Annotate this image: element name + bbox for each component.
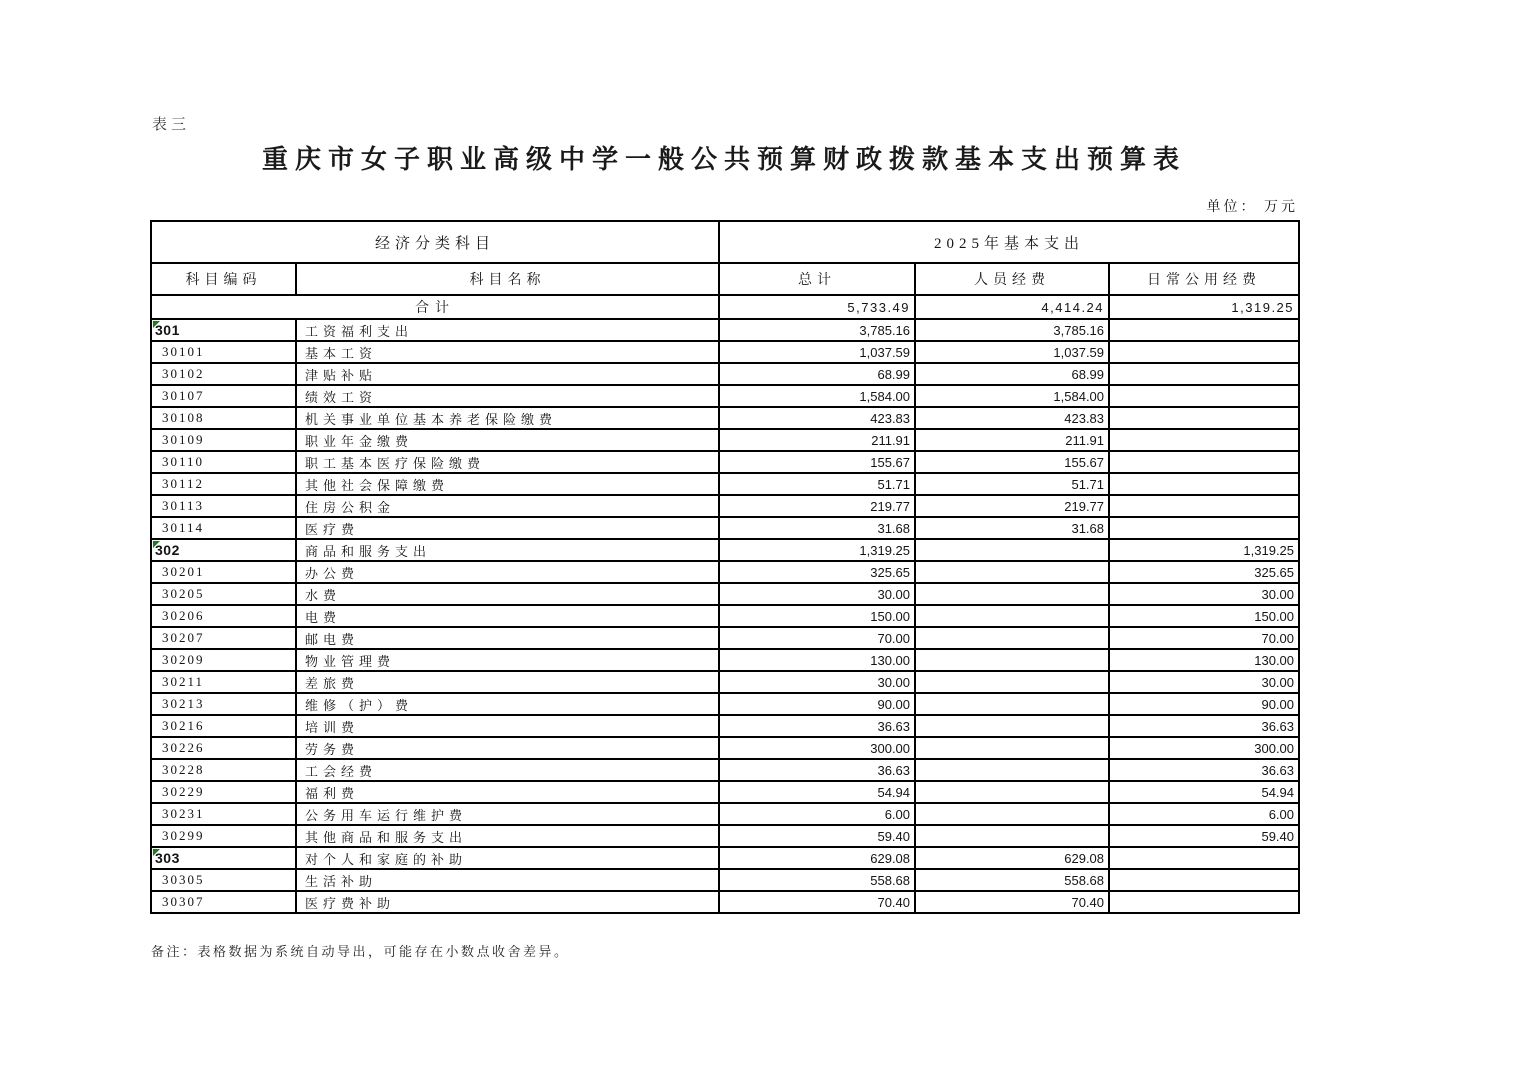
table-body: [151, 319, 1299, 913]
table-row: [151, 715, 1299, 737]
total-value-cell: 68.99: [719, 363, 915, 385]
excel-corner-marker-icon: [153, 849, 160, 856]
daily-public-funds-value-cell: [1109, 869, 1299, 891]
total-value-cell: 30.00: [719, 671, 915, 693]
table-row: [151, 341, 1299, 363]
subject-name-cell: 医疗费: [296, 517, 719, 539]
subject-name-cell: 劳务费: [296, 737, 719, 759]
table-row: [151, 825, 1299, 847]
grand-total-row: [151, 295, 1299, 319]
subject-name-cell: 职业年金缴费: [296, 429, 719, 451]
daily-public-funds-value-cell: 150.00: [1109, 605, 1299, 627]
personnel-funds-value-cell: [915, 671, 1109, 693]
table-row: [151, 319, 1299, 341]
table-row: [151, 561, 1299, 583]
table-row: [151, 605, 1299, 627]
daily-public-funds-value-cell: 325.65: [1109, 561, 1299, 583]
daily-public-funds-value-cell: 30.00: [1109, 671, 1299, 693]
total-value-cell: 51.71: [719, 473, 915, 495]
personnel-funds-value-cell: [915, 781, 1109, 803]
subject-code-cell: 30207: [151, 627, 296, 649]
header-economic-classification: 经济分类科目: [151, 221, 719, 263]
subject-code-cell: 30211: [151, 671, 296, 693]
daily-public-funds-value-cell: [1109, 495, 1299, 517]
daily-public-funds-value-cell: 36.63: [1109, 759, 1299, 781]
subject-code-cell: 30213: [151, 693, 296, 715]
subject-name-cell: 医疗费补助: [296, 891, 719, 913]
personnel-funds-value-cell: [915, 803, 1109, 825]
daily-public-funds-value-cell: [1109, 429, 1299, 451]
table-row: [151, 781, 1299, 803]
page-title: 重庆市女子职业高级中学一般公共预算财政拨款基本支出预算表: [261, 145, 1186, 174]
personnel-funds-value-cell: 3,785.16: [915, 319, 1109, 341]
col-header-total: 总计: [719, 263, 915, 295]
daily-public-funds-value-cell: [1109, 319, 1299, 341]
personnel-funds-value-cell: 155.67: [915, 451, 1109, 473]
header-columns-row: [151, 263, 1299, 295]
grand-total-personnel: 4,414.24: [915, 295, 1109, 319]
daily-public-funds-value-cell: 59.40: [1109, 825, 1299, 847]
subject-name-cell: 培训费: [296, 715, 719, 737]
table-row: [151, 385, 1299, 407]
table-row: [151, 671, 1299, 693]
total-value-cell: 150.00: [719, 605, 915, 627]
personnel-funds-value-cell: 51.71: [915, 473, 1109, 495]
header-group-row: [151, 221, 1299, 263]
daily-public-funds-value-cell: 90.00: [1109, 693, 1299, 715]
subject-code-cell: 30229: [151, 781, 296, 803]
daily-public-funds-value-cell: 54.94: [1109, 781, 1299, 803]
personnel-funds-value-cell: [915, 737, 1109, 759]
total-value-cell: 1,037.59: [719, 341, 915, 363]
subject-code-cell: 30109: [151, 429, 296, 451]
total-value-cell: 423.83: [719, 407, 915, 429]
grand-total-sum: 5,733.49: [719, 295, 915, 319]
daily-public-funds-value-cell: 70.00: [1109, 627, 1299, 649]
subject-name-cell: 其他商品和服务支出: [296, 825, 719, 847]
table-header: [151, 221, 1299, 295]
subject-code-cell: 30101: [151, 341, 296, 363]
personnel-funds-value-cell: [915, 605, 1109, 627]
total-value-cell: 3,785.16: [719, 319, 915, 341]
personnel-funds-value-cell: 423.83: [915, 407, 1109, 429]
personnel-funds-value-cell: [915, 627, 1109, 649]
subject-code-cell: 30209: [151, 649, 296, 671]
daily-public-funds-value-cell: [1109, 341, 1299, 363]
subject-code-cell: 30201: [151, 561, 296, 583]
total-value-cell: 155.67: [719, 451, 915, 473]
subject-name-cell: 对个人和家庭的补助: [296, 847, 719, 869]
table-row: [151, 495, 1299, 517]
table-row: [151, 429, 1299, 451]
daily-public-funds-value-cell: 6.00: [1109, 803, 1299, 825]
subject-name-cell: 机关事业单位基本养老保险缴费: [296, 407, 719, 429]
personnel-funds-value-cell: [915, 715, 1109, 737]
subject-name-cell: 邮电费: [296, 627, 719, 649]
table-row: [151, 759, 1299, 781]
subject-name-cell: 办公费: [296, 561, 719, 583]
total-value-cell: 1,584.00: [719, 385, 915, 407]
header-2025-basic-expenditure: 2025年基本支出: [719, 221, 1299, 263]
personnel-funds-value-cell: [915, 583, 1109, 605]
personnel-funds-value-cell: 68.99: [915, 363, 1109, 385]
personnel-funds-value-cell: 558.68: [915, 869, 1109, 891]
excel-corner-marker-icon: [153, 541, 160, 548]
total-value-cell: 325.65: [719, 561, 915, 583]
subject-name-cell: 生活补助: [296, 869, 719, 891]
daily-public-funds-value-cell: [1109, 517, 1299, 539]
table-row: [151, 847, 1299, 869]
subject-code-cell: 30305: [151, 869, 296, 891]
personnel-funds-value-cell: 70.40: [915, 891, 1109, 913]
subject-name-cell: 工资福利支出: [296, 319, 719, 341]
personnel-funds-value-cell: 31.68: [915, 517, 1109, 539]
subject-name-cell: 其他社会保障缴费: [296, 473, 719, 495]
personnel-funds-value-cell: [915, 759, 1109, 781]
col-header-subject-code: 科目编码: [151, 263, 296, 295]
daily-public-funds-value-cell: 36.63: [1109, 715, 1299, 737]
daily-public-funds-value-cell: [1109, 385, 1299, 407]
subject-code-cell: 303: [151, 847, 296, 869]
total-value-cell: 219.77: [719, 495, 915, 517]
subject-code-cell: 302: [151, 539, 296, 561]
subject-name-cell: 福利费: [296, 781, 719, 803]
total-value-cell: 300.00: [719, 737, 915, 759]
subject-name-cell: 住房公积金: [296, 495, 719, 517]
subject-code-cell: 30107: [151, 385, 296, 407]
table-row: [151, 583, 1299, 605]
total-value-cell: 30.00: [719, 583, 915, 605]
subject-code-cell: 30110: [151, 451, 296, 473]
total-value-cell: 6.00: [719, 803, 915, 825]
table-row: [151, 693, 1299, 715]
daily-public-funds-value-cell: [1109, 891, 1299, 913]
col-header-daily-public-funds: 日常公用经费: [1109, 263, 1299, 295]
daily-public-funds-value-cell: [1109, 363, 1299, 385]
personnel-funds-value-cell: [915, 693, 1109, 715]
total-value-cell: 36.63: [719, 759, 915, 781]
personnel-funds-value-cell: 211.91: [915, 429, 1109, 451]
table-row: [151, 473, 1299, 495]
personnel-funds-value-cell: [915, 649, 1109, 671]
table-row: [151, 737, 1299, 759]
subject-code-cell: 30205: [151, 583, 296, 605]
total-value-cell: 1,319.25: [719, 539, 915, 561]
personnel-funds-value-cell: 1,584.00: [915, 385, 1109, 407]
table-row: [151, 407, 1299, 429]
subject-name-cell: 维修（护）费: [296, 693, 719, 715]
subject-code-cell: 30299: [151, 825, 296, 847]
subject-name-cell: 职工基本医疗保险缴费: [296, 451, 719, 473]
subject-code-cell: 30206: [151, 605, 296, 627]
subject-name-cell: 电费: [296, 605, 719, 627]
excel-corner-marker-icon: [153, 321, 160, 328]
unit-note: 单位： 万元: [1206, 200, 1298, 215]
budget-table: [150, 220, 1300, 914]
subject-name-cell: 工会经费: [296, 759, 719, 781]
subject-name-cell: 水费: [296, 583, 719, 605]
col-header-subject-name: 科目名称: [296, 263, 719, 295]
subject-code-cell: 30102: [151, 363, 296, 385]
daily-public-funds-value-cell: 1,319.25: [1109, 539, 1299, 561]
daily-public-funds-value-cell: 300.00: [1109, 737, 1299, 759]
subject-code-cell: 30307: [151, 891, 296, 913]
daily-public-funds-value-cell: 130.00: [1109, 649, 1299, 671]
total-value-cell: 70.00: [719, 627, 915, 649]
subject-name-cell: 绩效工资: [296, 385, 719, 407]
daily-public-funds-value-cell: 30.00: [1109, 583, 1299, 605]
subject-code-cell: 30228: [151, 759, 296, 781]
table-row: [151, 627, 1299, 649]
subject-code-cell: 301: [151, 319, 296, 341]
table-row: [151, 891, 1299, 913]
subject-name-cell: 物业管理费: [296, 649, 719, 671]
subject-name-cell: 基本工资: [296, 341, 719, 363]
total-value-cell: 130.00: [719, 649, 915, 671]
personnel-funds-value-cell: [915, 561, 1109, 583]
total-value-cell: 59.40: [719, 825, 915, 847]
subject-code-cell: 30114: [151, 517, 296, 539]
subject-name-cell: 商品和服务支出: [296, 539, 719, 561]
subject-code-cell: 30216: [151, 715, 296, 737]
col-header-personnel-funds: 人员经费: [915, 263, 1109, 295]
total-value-cell: 54.94: [719, 781, 915, 803]
personnel-funds-value-cell: [915, 825, 1109, 847]
table-row: [151, 803, 1299, 825]
footnote: 备注：表格数据为系统自动导出，可能存在小数点收舍差异。: [151, 944, 570, 959]
personnel-funds-value-cell: 629.08: [915, 847, 1109, 869]
total-value-cell: 70.40: [719, 891, 915, 913]
personnel-funds-value-cell: 1,037.59: [915, 341, 1109, 363]
total-value-cell: 211.91: [719, 429, 915, 451]
daily-public-funds-value-cell: [1109, 473, 1299, 495]
total-value-cell: 558.68: [719, 869, 915, 891]
subject-code-cell: 30108: [151, 407, 296, 429]
personnel-funds-value-cell: [915, 539, 1109, 561]
total-value-cell: 90.00: [719, 693, 915, 715]
total-value-cell: 36.63: [719, 715, 915, 737]
subject-code-cell: 30231: [151, 803, 296, 825]
grand-total-label: 合计: [151, 295, 719, 319]
table-row: [151, 869, 1299, 891]
grand-total-daily: 1,319.25: [1109, 295, 1299, 319]
total-value-cell: 31.68: [719, 517, 915, 539]
table-row: [151, 539, 1299, 561]
subject-name-cell: 公务用车运行维护费: [296, 803, 719, 825]
subject-code-cell: 30112: [151, 473, 296, 495]
table-row: [151, 517, 1299, 539]
subject-name-cell: 津贴补贴: [296, 363, 719, 385]
personnel-funds-value-cell: 219.77: [915, 495, 1109, 517]
total-value-cell: 629.08: [719, 847, 915, 869]
sheet-label: 表三: [152, 117, 191, 133]
subject-code-cell: 30226: [151, 737, 296, 759]
subject-code-cell: 30113: [151, 495, 296, 517]
daily-public-funds-value-cell: [1109, 847, 1299, 869]
daily-public-funds-value-cell: [1109, 451, 1299, 473]
daily-public-funds-value-cell: [1109, 407, 1299, 429]
table-row: [151, 451, 1299, 473]
subject-name-cell: 差旅费: [296, 671, 719, 693]
table-row: [151, 649, 1299, 671]
table-row: [151, 363, 1299, 385]
